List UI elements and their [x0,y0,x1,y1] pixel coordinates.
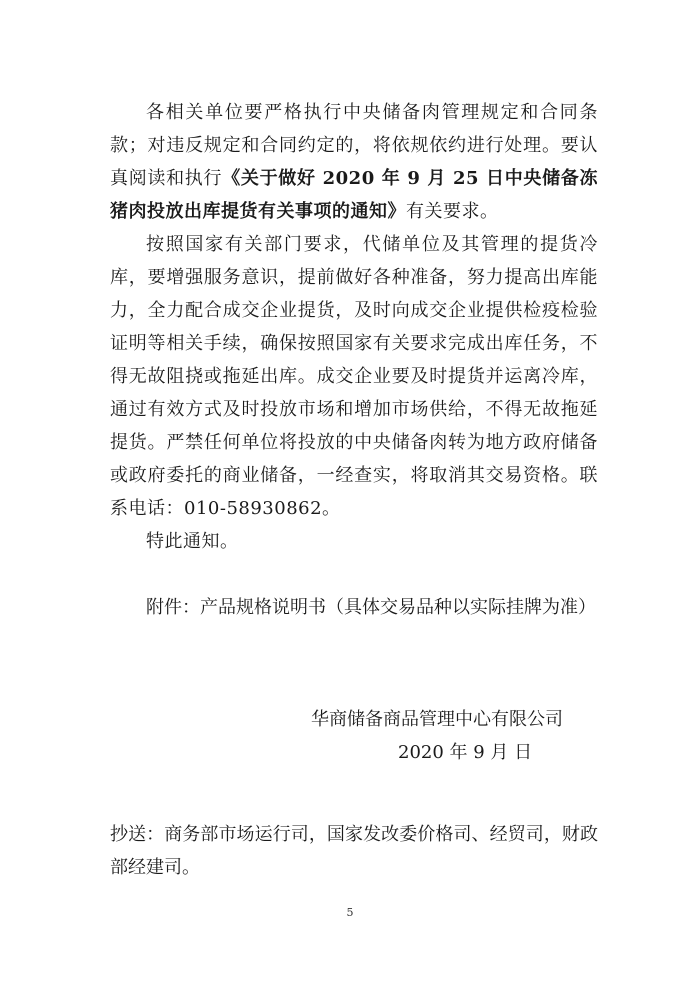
attachment-line: 附件：产品规格说明书（具体交易品种以实际挂牌为准） [146,597,596,618]
cc-line: 抄送：商务部市场运行司，国家发改委价格司、经贸司，财政部经建司。 [110,824,598,878]
signature-date: 2020 年 9 月 日 [398,742,533,763]
page-number: 5 [346,906,354,919]
paragraph-1 [110,96,598,228]
signature-organization: 华商储备商品管理中心有限公司 [311,709,563,730]
document-body [110,96,598,558]
paragraph-1-text: 各相关单位要严格执行中央储备肉管理规定和合同条款；对违反规定和合同约定的，将依规依约进行处理。要认真阅读和执行 [110,102,598,189]
paragraph-1-tail: 有关要求。 [406,201,499,222]
paragraph-2: 按照国家有关部门要求，代储单位及其管理的提货冷库，要增强服务意识，提前做好各种准备，努力提高出库能力，全力配合成交企业提货，及时向成交企业提供检疫检验证明等相关手续，确保按照国家有关要求完成出库任务，不得无故阻挠或拖延出库。成交企业要及时提货并运离冷库，通过有效方式及时投放市场和增加市场供给，不得无故拖延提货。严禁任何单位将投放的中央储备肉转为地方政府储备或政府委托的商业储备，一经查实，将取消其交易资格。联系电话：010-58930862。 [110,234,598,519]
paragraph-3: 特此通知。 [146,531,239,552]
referenced-notice-title: 《关于做好 2020 年 9 月 25 日中央储备冻猪肉投放出库提货有关事项的通知》 [110,168,598,222]
